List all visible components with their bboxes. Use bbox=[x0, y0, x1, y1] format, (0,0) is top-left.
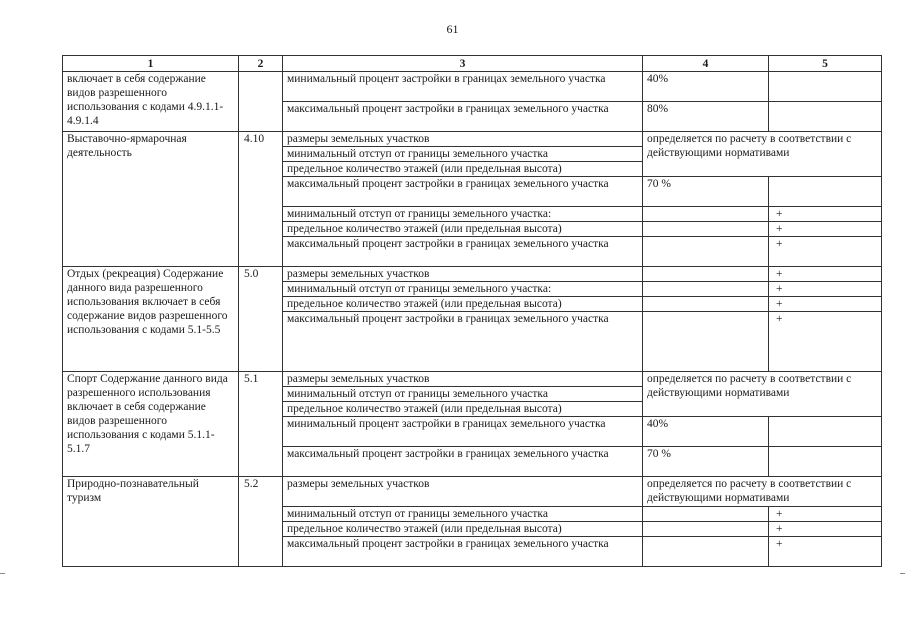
use-code: 5.0 bbox=[239, 267, 283, 372]
param: размеры земельных участков bbox=[283, 477, 643, 507]
param: минимальный отступ от границы земельного участка bbox=[283, 507, 643, 522]
value: определяется по расчету в соответствии с действующими нормативами bbox=[643, 477, 882, 507]
param: максимальный процент застройки в границах земельного участка bbox=[283, 177, 643, 207]
param: максимальный процент застройки в границах земельного участка bbox=[283, 537, 643, 567]
param: максимальный процент застройки в границах земельного участка bbox=[283, 102, 643, 132]
margin-tick bbox=[0, 573, 5, 574]
mark: + bbox=[769, 282, 882, 297]
table-row bbox=[63, 267, 882, 282]
value: 70 % bbox=[643, 447, 769, 477]
param: максимальный процент застройки в границах земельного участка bbox=[283, 312, 643, 372]
param: предельное количество этажей (или предельная высота) bbox=[283, 222, 643, 237]
mark: + bbox=[769, 507, 882, 522]
param: максимальный процент застройки в границах земельного участка bbox=[283, 447, 643, 477]
param: минимальный процент застройки в границах земельного участка bbox=[283, 417, 643, 447]
value bbox=[643, 507, 769, 522]
mark: + bbox=[769, 222, 882, 237]
use-code bbox=[239, 72, 283, 132]
param: минимальный процент застройки в границах земельного участка bbox=[283, 72, 643, 102]
param: размеры земельных участков bbox=[283, 267, 643, 282]
mark: + bbox=[769, 207, 882, 222]
mark: + bbox=[769, 267, 882, 282]
mark: + bbox=[769, 522, 882, 537]
mark bbox=[769, 72, 882, 102]
param: минимальный отступ от границы земельного участка bbox=[283, 387, 643, 402]
mark bbox=[769, 177, 882, 207]
header-row bbox=[63, 56, 882, 72]
value: 40% bbox=[643, 72, 769, 102]
param: размеры земельных участков bbox=[283, 132, 643, 147]
table-row bbox=[63, 372, 882, 387]
mark bbox=[769, 102, 882, 132]
value: 70 % bbox=[643, 177, 769, 207]
value bbox=[643, 522, 769, 537]
header-col-3: 3 bbox=[283, 56, 643, 72]
value bbox=[643, 222, 769, 237]
table-row bbox=[63, 132, 882, 147]
table-row bbox=[63, 72, 882, 102]
header-col-2: 2 bbox=[239, 56, 283, 72]
value: определяется по расчету в соответствии с действующими нормативами bbox=[643, 132, 882, 177]
param: минимальный отступ от границы земельного участка: bbox=[283, 207, 643, 222]
value bbox=[643, 282, 769, 297]
use-code: 5.1 bbox=[239, 372, 283, 477]
param: размеры земельных участков bbox=[283, 372, 643, 387]
value bbox=[643, 537, 769, 567]
mark: + bbox=[769, 537, 882, 567]
value bbox=[643, 297, 769, 312]
use-code: 4.10 bbox=[239, 132, 283, 267]
use-name: Отдых (рекреация) Содержание данного вида разрешенного использования включает в себя содержание видов разрешенного использования с кодами 5.1-5.5 bbox=[63, 267, 239, 372]
mark: + bbox=[769, 312, 882, 372]
page-number: 61 bbox=[446, 22, 459, 36]
value: 40% bbox=[643, 417, 769, 447]
table-row bbox=[63, 477, 882, 507]
param: предельное количество этажей (или предельная высота) bbox=[283, 522, 643, 537]
param: минимальный отступ от границы земельного участка: bbox=[283, 282, 643, 297]
header-col-5: 5 bbox=[769, 56, 882, 72]
param: минимальный отступ от границы земельного участка bbox=[283, 147, 643, 162]
param: предельное количество этажей (или предельная высота) bbox=[283, 402, 643, 417]
header-col-1: 1 bbox=[63, 56, 239, 72]
value bbox=[643, 207, 769, 222]
param: предельное количество этажей (или предельная высота) bbox=[283, 297, 643, 312]
mark: + bbox=[769, 237, 882, 267]
use-code: 5.2 bbox=[239, 477, 283, 567]
param: максимальный процент застройки в границах земельного участка bbox=[283, 237, 643, 267]
value bbox=[643, 237, 769, 267]
regulations-table bbox=[62, 55, 882, 567]
margin-tick bbox=[900, 573, 905, 574]
use-name: Природно-познавательный туризм bbox=[63, 477, 239, 567]
mark bbox=[769, 417, 882, 447]
use-name: включает в себя содержание видов разрешенного использования с кодами 4.9.1.1-4.9.1.4 bbox=[63, 72, 239, 132]
mark: + bbox=[769, 297, 882, 312]
header-col-4: 4 bbox=[643, 56, 769, 72]
value bbox=[643, 267, 769, 282]
mark bbox=[769, 447, 882, 477]
param: предельное количество этажей (или предельная высота) bbox=[283, 162, 643, 177]
use-name: Спорт Содержание данного вида разрешенного использования включает в себя содержание видов разрешенного использования с кодами 5.1.1-5.1.7 bbox=[63, 372, 239, 477]
value bbox=[643, 312, 769, 372]
value: определяется по расчету в соответствии с действующими нормативами bbox=[643, 372, 882, 417]
use-name: Выставочно-ярмарочная деятельность bbox=[63, 132, 239, 267]
value: 80% bbox=[643, 102, 769, 132]
